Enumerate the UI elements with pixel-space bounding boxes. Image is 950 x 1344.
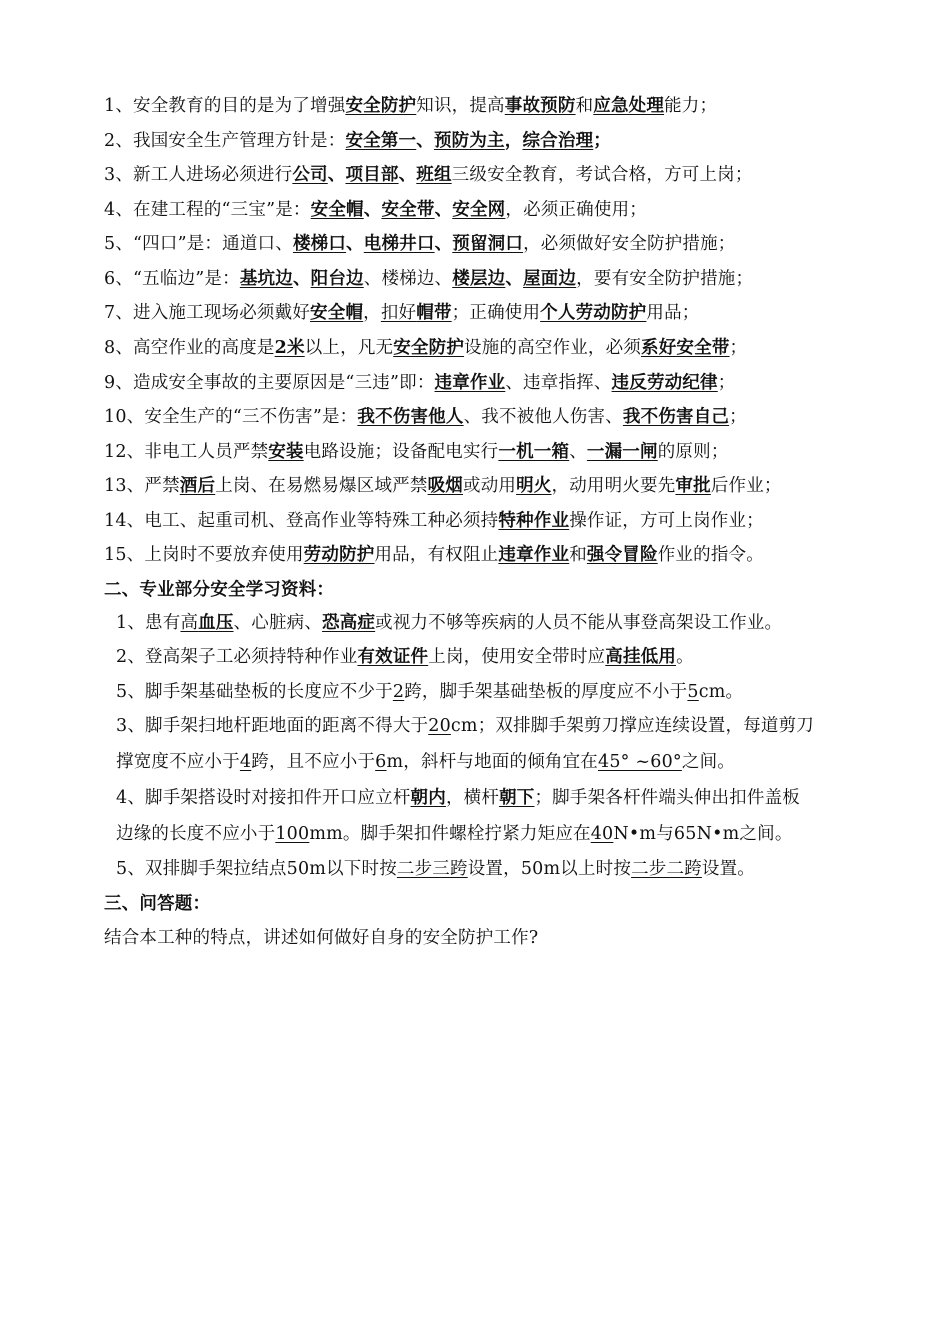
emphasis-segment: 、	[327, 165, 346, 185]
text-segment: 能力；	[664, 96, 718, 116]
emphasis-segment: 2	[392, 682, 405, 702]
text-segment: ，	[363, 303, 381, 323]
emphasis-segment: 事故预防	[504, 96, 576, 116]
emphasis-segment: 2米	[274, 338, 305, 358]
emphasis-segment: 20	[428, 716, 451, 736]
emphasis-segment: 安全防护	[345, 96, 417, 116]
emphasis-segment: 、	[346, 234, 364, 254]
text-segment: 、我不被他人伤害、	[463, 407, 623, 427]
emphasis-segment: 安全防护	[393, 338, 465, 358]
text-segment: m，斜杆与地面的倾角宜在	[386, 752, 598, 772]
emphasis-segment: 安全网	[452, 200, 506, 220]
text-segment: 或动用	[463, 476, 517, 496]
text-segment: 设置，50m以上时按	[467, 859, 632, 879]
text-segment: 8、高空作业的高度是	[104, 338, 275, 358]
text-segment: 14、电工、起重司机、登高作业等特殊工种必须持	[104, 511, 499, 531]
text-segment: ，横杆	[445, 788, 500, 808]
question-text: 结合本工种的特点，讲述如何做好自身的安全防护工作?	[104, 928, 539, 948]
emphasis-segment: 楼梯口	[292, 234, 347, 254]
text-segment: 用品，有权阻止	[374, 545, 499, 565]
rule-line	[104, 538, 890, 572]
emphasis-segment: 班组	[416, 165, 452, 185]
emphasis-segment: 5	[687, 682, 699, 702]
text-segment: 跨，脚手架基础垫板的厚度应不小于	[404, 682, 688, 702]
emphasis-segment: 安全带	[381, 200, 435, 220]
emphasis-segment: 4	[239, 752, 252, 772]
emphasis-segment: 6	[375, 752, 387, 772]
emphasis-segment: 45° ~60°	[598, 752, 682, 772]
text-segment: 9、造成安全事故的主要原因是“三违”即：	[104, 373, 435, 393]
emphasis-segment: 酒后	[179, 476, 216, 496]
text-segment: 2、我国安全生产管理方针是：	[104, 131, 346, 151]
text-segment: 。	[676, 647, 694, 667]
text-segment: cm；双排脚手架剪刀撑应连续设置，每道剪刀	[450, 716, 814, 736]
emphasis-segment: 朝下	[499, 788, 535, 808]
rule-line	[104, 504, 890, 538]
text-segment: 和	[575, 96, 594, 116]
text-segment: 跨，且不应小于	[251, 752, 376, 772]
emphasis-segment: ；	[593, 131, 611, 151]
specialty-line	[116, 606, 890, 640]
text-segment: 、违章指挥、	[505, 373, 612, 393]
emphasis-segment: 、	[398, 165, 417, 185]
text-segment: 15、上岗时不要放弃使用	[104, 545, 304, 565]
emphasis-segment: 项目部	[345, 165, 399, 185]
text-segment: 以上，凡无	[304, 338, 394, 358]
text-segment: 5、“四口”是：通道口、	[104, 234, 293, 254]
text-segment: cm。	[698, 682, 744, 702]
emphasis-segment: 100	[275, 824, 310, 844]
text-segment: 和	[569, 545, 587, 565]
text-segment: 2、登高架子工必须持特种作业	[116, 647, 358, 667]
emphasis-segment: 强令冒险	[586, 545, 658, 565]
text-segment: 操作证，方可上岗作业；	[569, 511, 764, 531]
specialty-line	[116, 781, 890, 815]
emphasis-segment: 、	[363, 200, 382, 220]
emphasis-segment: ，	[504, 131, 523, 151]
emphasis-segment: 安全帽	[310, 200, 364, 220]
emphasis-segment: 特种作业	[498, 511, 570, 531]
text-segment: 之间。	[681, 752, 735, 772]
text-segment: ，动用明火要先	[551, 476, 676, 496]
text-segment: 设施的高空作业，必须	[464, 338, 642, 358]
emphasis-segment: 朝内	[410, 788, 446, 808]
section-heading: 二、专业部分安全学习资料：	[104, 580, 335, 600]
emphasis-segment: 违章作业	[434, 373, 506, 393]
emphasis-segment: 恐高症	[322, 613, 376, 633]
text-segment: ；正确使用	[451, 303, 541, 323]
rule-line	[104, 124, 890, 158]
text-segment: ；脚手架各杆件端头伸出扣件盖板	[534, 788, 800, 808]
text-segment: 6、“五临边”是：	[104, 269, 240, 289]
text-segment: 撑宽度不应小于	[116, 752, 240, 772]
rule-line	[104, 227, 890, 261]
specialty-line	[116, 640, 890, 674]
emphasis-segment: 我不伤害自己	[622, 407, 730, 427]
rule-line	[104, 296, 890, 330]
text-segment: 4、在建工程的“三宝”是：	[104, 200, 311, 220]
emphasis-segment: 楼层边	[452, 269, 506, 289]
emphasis-segment: 、	[505, 269, 524, 289]
specialty-line	[116, 709, 890, 743]
emphasis-segment: 安装	[268, 442, 304, 462]
rule-line	[104, 262, 890, 296]
emphasis-segment: 违章作业	[498, 545, 570, 565]
text-segment: mm。脚手架扣件螺栓拧紧力矩应在	[309, 824, 591, 844]
text-segment: 13、严禁	[104, 476, 180, 496]
text-segment: 的原则；	[657, 442, 729, 462]
emphasis-segment: 应急处理	[593, 96, 665, 116]
rule-line	[104, 400, 890, 434]
rule-line	[104, 331, 890, 365]
section-heading: 三、问答题：	[104, 894, 211, 914]
emphasis-segment: 系好安全带	[641, 338, 730, 358]
text-segment: 设置。	[701, 859, 756, 879]
text-segment: 、	[569, 442, 587, 462]
specialty-line	[116, 745, 890, 779]
text-segment: 1、安全教育的目的是为了增强	[104, 96, 346, 116]
text-segment: ，必须做好安全防护措施；	[523, 234, 736, 254]
emphasis-segment: 血压	[198, 613, 234, 633]
emphasis-segment: 高挂低用	[605, 647, 677, 667]
specialty-line	[116, 852, 890, 886]
emphasis-segment: 吸烟	[427, 476, 463, 496]
emphasis-segment: 安全第一	[345, 131, 417, 151]
emphasis-segment: 综合治理	[522, 131, 594, 151]
text-segment: 、楼梯边、	[363, 269, 453, 289]
text-segment: 1、患有	[116, 613, 181, 633]
text-segment: 3、新工人进场必须进行	[104, 165, 293, 185]
text-segment: 用品；	[646, 303, 700, 323]
specialty-line	[116, 817, 890, 851]
emphasis-segment: 高	[180, 613, 199, 633]
text-segment: ；	[717, 373, 736, 393]
emphasis-segment: 审批	[675, 476, 711, 496]
text-segment: 、心脏病、	[233, 613, 323, 633]
emphasis-segment: 公司	[292, 165, 328, 185]
rule-line	[104, 366, 890, 400]
emphasis-segment: 、	[292, 269, 311, 289]
emphasis-segment: 预留洞口	[452, 234, 524, 254]
emphasis-segment: 二步三跨	[396, 859, 468, 879]
text-segment: 三级安全教育，考试合格，方可上岗；	[451, 165, 753, 185]
emphasis-segment: 、	[434, 200, 453, 220]
text-segment: 12、非电工人员严禁	[104, 442, 269, 462]
specialty-line	[116, 675, 890, 709]
text-segment: 电路设施；设备配电实行	[303, 442, 499, 462]
emphasis-segment: 违反劳动纪律	[611, 373, 718, 393]
text-segment: 作业的指令。	[657, 545, 764, 565]
emphasis-segment: 劳动防护	[303, 545, 375, 565]
text-segment: 知识，提高	[416, 96, 505, 116]
emphasis-segment: 明火	[516, 476, 552, 496]
text-segment: 5、脚手架基础垫板的长度应不少于	[116, 682, 393, 702]
text-segment: ，要有安全防护措施；	[576, 269, 754, 289]
text-segment: 上岗、在易燃易爆区域严禁	[215, 476, 428, 496]
text-segment: N•m与65N•m之间。	[613, 824, 793, 844]
emphasis-segment: 阳台边	[310, 269, 364, 289]
text-segment: 4、脚手架搭设时对接扣件开口应立杆	[116, 788, 411, 808]
text-segment: 上岗，使用安全带时应	[428, 647, 606, 667]
emphasis-segment: 40	[590, 824, 614, 844]
rule-line	[104, 469, 890, 503]
emphasis-segment: 个人劳动防护	[540, 303, 647, 323]
emphasis-segment: 安全帽	[310, 303, 364, 323]
rule-line	[104, 158, 890, 192]
emphasis-segment: 一漏一闸	[586, 442, 658, 462]
emphasis-segment: 帽带	[416, 303, 452, 323]
text-segment: 或视力不够等疾病的人员不能从事登高架设工作业。	[375, 613, 783, 633]
emphasis-segment: 预防为主	[433, 131, 505, 151]
rule-line	[104, 89, 890, 123]
emphasis-segment: 基坑边	[239, 269, 293, 289]
emphasis-segment: 扣好	[380, 303, 417, 323]
emphasis-segment: 屋面边	[523, 269, 577, 289]
rule-line	[104, 193, 890, 227]
emphasis-segment: 我不伤害他人	[357, 407, 464, 427]
emphasis-segment: 一机一箱	[498, 442, 570, 462]
text-segment: ；	[729, 338, 748, 358]
text-segment: 5、双排脚手架拉结点50m以下时按	[116, 859, 397, 879]
text-segment: ；	[729, 407, 747, 427]
rule-line	[104, 435, 890, 469]
text-segment: 后作业；	[710, 476, 782, 496]
emphasis-segment: 、	[416, 131, 434, 151]
text-segment: ，必须正确使用；	[505, 200, 647, 220]
text-segment: 7、进入施工现场必须戴好	[104, 303, 311, 323]
emphasis-segment: 电梯井口	[363, 234, 435, 254]
text-segment: 10、安全生产的“三不伤害”是：	[104, 407, 358, 427]
emphasis-segment: 、	[434, 234, 453, 254]
text-segment: 边缘的长度不应小于	[116, 824, 276, 844]
emphasis-segment: 二步二跨	[631, 859, 702, 879]
text-segment: 3、脚手架扫地杆距地面的距离不得大于	[116, 716, 429, 736]
emphasis-segment: 有效证件	[357, 647, 429, 667]
